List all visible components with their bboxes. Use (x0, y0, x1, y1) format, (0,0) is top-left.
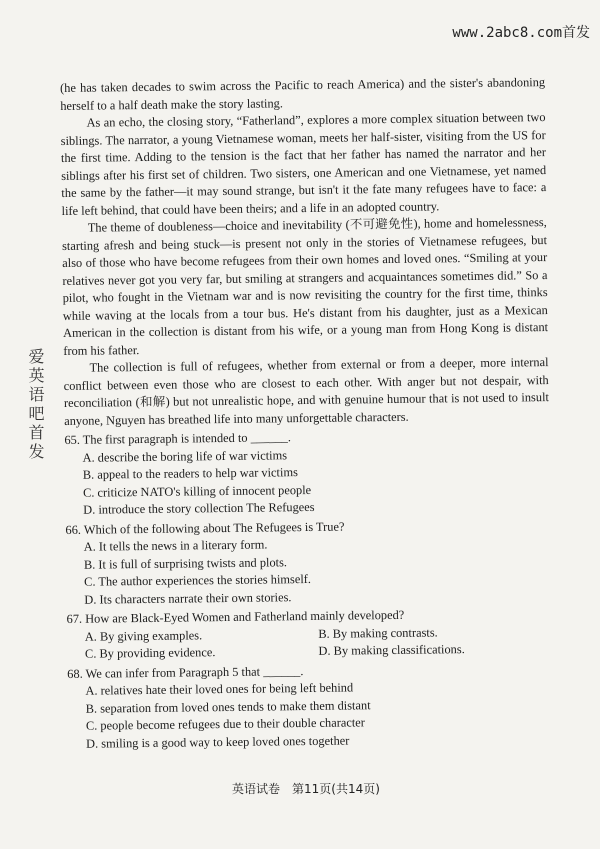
option-d: D. smiling is a good way to keep loved ones together (86, 733, 350, 751)
question-stem: 67. How are Black-Eyed Women and Fatherland mainly developed? (66, 607, 405, 626)
option-b: B. appeal to the readers to help war victims (82, 465, 298, 482)
paragraph-3: The theme of doubleness—choice and inevitability (不可避免性), home and homelessness, starting afresh and being stuck—is present not only in the stories of Vietnamese refugees, but also of those who have become refugees from their own homes and loved ones. “Smiling at your relatives never got you very far, but smiling at strangers and acquaintances sometimes did.” So a pilot, who fought in the Vietnam war and is now revisiting the country for the first time, thinks while waving at the locals from a tour bus. He's distant from his daughter, just as a Mexican American in the collection is distant from his wife, or a young man from Hong Kong is distant from his father. (61, 215, 549, 358)
option-c: C. criticize NATO's killing of innocent people (82, 482, 312, 500)
option-b: B. By making contrasts. (318, 624, 438, 641)
question-66 (65, 516, 551, 609)
site-watermark-text: www.2abc8.com首发 (452, 25, 590, 41)
question-stem: 68. We can infer from Paragraph 5 that ______. (67, 663, 304, 681)
option-a: A. By giving examples. (84, 627, 203, 644)
question-68 (67, 660, 553, 753)
option-d: D. By making classifications. (318, 642, 465, 658)
question-stem: 66. Which of the following about The Refugees is True? (65, 519, 345, 537)
paragraph-2: As an echo, the closing story, “Fatherland”, explores a more complex situation between two siblings. The narrator, a young Vietnamese woman, meets her half-sister, visiting from the US for the first time. Adding to the tension is the fact that her father has named the narrator and her siblings after his first set of children. Two sisters, one American and one Vietnamese, yet named the same by the father—it may sound strange, but isn't it the fate many refugees have to face: a life left behind, that could have been theirs; and a life in an adopted country. (60, 110, 547, 218)
option-d: D. introduce the story collection The Refugees (83, 499, 315, 517)
paragraph-1: (he has taken decades to swim across the Pacific to reach America) and the sister's abandoning herself to a half death make the story lasting. (60, 75, 546, 113)
option-d: D. Its characters narrate their own stories. (84, 589, 292, 607)
question-65 (64, 426, 550, 519)
options-grid (85, 623, 552, 664)
option-b: B. separation from loved ones tends to make them distant (85, 697, 371, 716)
option-a: A. relatives hate their loved ones for being left behind (85, 680, 354, 698)
passage-and-questions (60, 74, 553, 753)
option-c: C. By providing evidence. (84, 645, 216, 661)
question-stem: 65. The first paragraph is intended to ______. (64, 430, 292, 447)
option-c: C. people become refugees due to their double character (85, 715, 365, 733)
option-a: A. It tells the news in a literary form. (83, 537, 268, 554)
option-b: B. It is full of surprising twists and plots. (83, 554, 288, 572)
paragraph-4: The collection is full of refugees, whether from external or from a deeper, more internal conflict between even those who are closest to each other. With anger but not despair, with reconciliation (和解) but not unrealistic hope, and with genuine humour that is not used to insult anyone, Nguyen has breathed life into many unforgettable characters. (63, 355, 549, 428)
option-a: A. describe the boring life of war victims (82, 447, 288, 465)
page-footer: 英语试卷 第11页(共14页) (232, 782, 380, 796)
question-67 (66, 605, 552, 663)
option-c: C. The author experiences the stories himself. (84, 571, 312, 589)
side-label: 爱英语吧首发 (26, 348, 45, 462)
